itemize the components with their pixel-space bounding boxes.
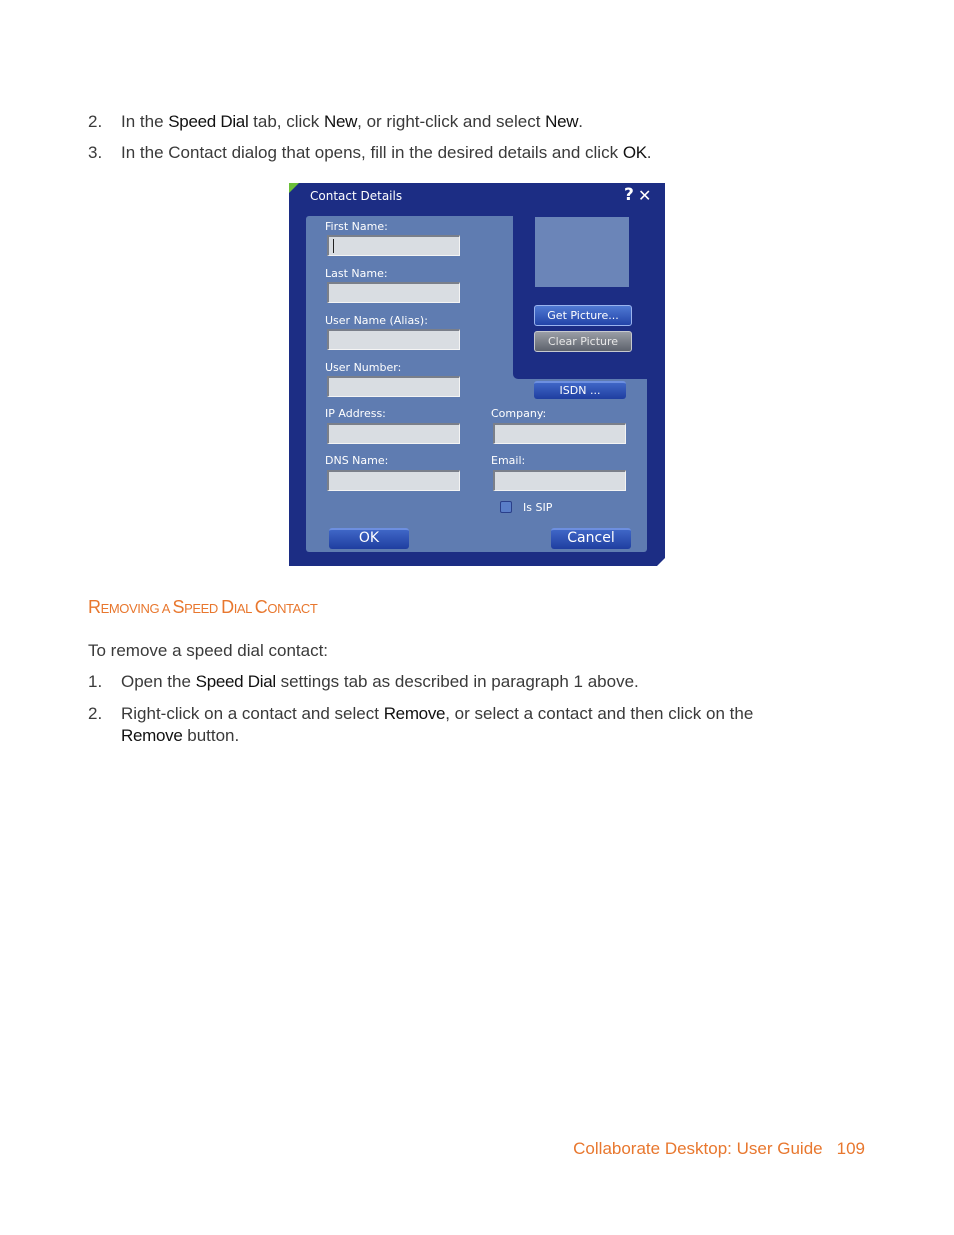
corner-accent xyxy=(289,183,299,193)
heading-initial: D xyxy=(221,597,234,617)
footer-title: Collaborate Desktop: User Guide xyxy=(573,1139,823,1158)
user-number-field[interactable] xyxy=(327,376,460,397)
dns-name-field[interactable] xyxy=(327,470,460,491)
text-run: tab, click xyxy=(248,112,325,131)
is-sip-label: Is SIP xyxy=(523,501,553,514)
keyword-speed-dial: Speed Dial xyxy=(195,672,276,691)
last-name-label: Last Name: xyxy=(325,267,388,280)
heading-smallcaps: PEED xyxy=(184,601,222,616)
user-number-label: User Number: xyxy=(325,361,402,374)
isdn-button[interactable]: ISDN ... xyxy=(534,381,626,399)
cancel-button[interactable]: Cancel xyxy=(551,528,631,549)
text-run: Right-click on a contact and select xyxy=(121,704,384,723)
dns-name-label: DNS Name: xyxy=(325,454,389,467)
text-run: , or right-click and select xyxy=(357,112,546,131)
close-icon[interactable]: ✕ xyxy=(638,186,652,205)
step-text xyxy=(121,142,652,164)
contact-details-dialog xyxy=(289,183,665,566)
page-number: 109 xyxy=(836,1139,865,1158)
company-field[interactable] xyxy=(493,423,626,444)
step-text xyxy=(121,111,583,133)
help-icon[interactable]: ? xyxy=(624,185,634,205)
text-run: Open the xyxy=(121,672,196,691)
first-name-label: First Name: xyxy=(325,220,388,233)
email-field[interactable] xyxy=(493,470,626,491)
heading-smallcaps: EMOVING A xyxy=(100,601,173,616)
ip-address-label: IP Address: xyxy=(325,407,386,420)
heading-initial: S xyxy=(172,597,185,617)
get-picture-button[interactable]: Get Picture... xyxy=(534,305,632,326)
keyword-speed-dial: Speed Dial xyxy=(168,112,249,131)
clear-picture-button[interactable]: Clear Picture xyxy=(534,331,632,352)
text-run: settings tab as described in paragraph 1 above. xyxy=(275,672,639,691)
user-name-label: User Name (Alias): xyxy=(325,314,428,327)
keyword-ok: OK xyxy=(622,143,647,162)
page-footer xyxy=(573,1138,865,1160)
text-run: , or select a contact and then click on the xyxy=(445,704,754,723)
text-run: In the Contact dialog that opens, fill in the desired details and click xyxy=(121,143,623,162)
text-run: . xyxy=(646,143,652,162)
step-text xyxy=(121,671,639,693)
last-name-field[interactable] xyxy=(327,282,460,303)
keyword-remove: Remove xyxy=(121,726,183,745)
heading-initial: C xyxy=(254,597,268,617)
user-name-field[interactable] xyxy=(327,329,460,350)
ok-button[interactable]: OK xyxy=(329,528,409,549)
step-number: 1. xyxy=(88,672,103,691)
step-text xyxy=(121,703,753,725)
email-label: Email: xyxy=(491,454,526,467)
ip-address-field[interactable] xyxy=(327,423,460,444)
step-number: 2. xyxy=(88,704,103,723)
step-number: 2. xyxy=(88,112,103,131)
text-cursor xyxy=(333,239,334,253)
keyword-remove: Remove xyxy=(383,704,446,723)
company-label: Company: xyxy=(491,407,547,420)
corner-accent xyxy=(657,558,665,566)
heading-smallcaps: ONTACT xyxy=(267,601,318,616)
heading-smallcaps: IAL xyxy=(233,601,255,616)
keyword-new: New xyxy=(324,112,358,131)
text-run: . xyxy=(578,112,583,131)
step-text-continued xyxy=(121,725,239,747)
contact-picture xyxy=(535,217,629,287)
section-heading xyxy=(88,596,317,620)
keyword-new: New xyxy=(545,112,579,131)
is-sip-checkbox[interactable] xyxy=(500,501,512,513)
first-name-field[interactable] xyxy=(327,235,460,256)
step-number: 3. xyxy=(88,143,103,162)
text-run: In the xyxy=(121,112,169,131)
text-run: button. xyxy=(182,726,240,745)
dialog-title: Contact Details xyxy=(310,189,403,203)
heading-initial: R xyxy=(88,597,101,617)
intro-paragraph: To remove a speed dial contact: xyxy=(88,641,329,660)
